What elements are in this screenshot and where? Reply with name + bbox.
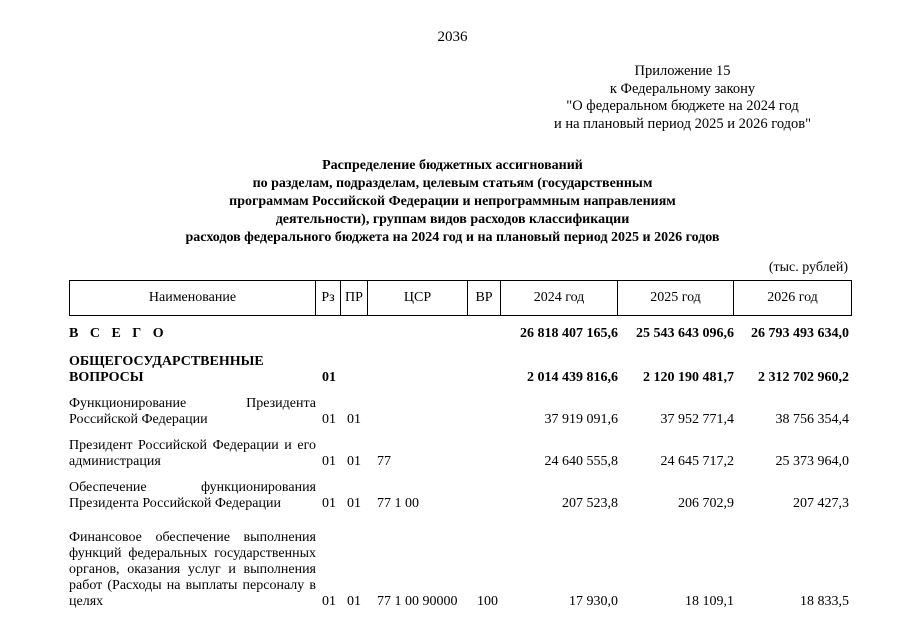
appendix-line: "О федеральном бюджете на 2024 год [566,98,799,114]
row-csr: 77 1 00 90000 [377,594,458,609]
row-2024: 17 930,0 [569,594,618,609]
column-header-csr: ЦСР [368,281,468,316]
row-2024: 207 523,8 [562,496,618,511]
table-row [69,386,851,428]
appendix-line: Приложение 15 [634,63,731,79]
row-2026: 26 793 493 634,0 [751,326,849,341]
row-pr: 01 [347,496,361,511]
row-2024: 26 818 407 165,6 [520,326,618,341]
row-2024: 37 919 091,6 [544,412,618,427]
row-name: Финансовое обеспечение выполнения функций федеральных государственных органов, оказания услуг и выполнения работ (Расходы на выплаты персоналу в целях [69,530,316,609]
row-vr: 100 [477,594,498,609]
row-pr [345,322,375,342]
row-2024: 2 014 439 816,6 [527,370,618,385]
column-header-rz: Рз [316,281,341,316]
row-rz: 01 [322,496,336,511]
title-line: деятельности), группам видов расходов классификации [275,212,630,227]
row-pr: 01 [347,594,361,609]
table-row [69,428,851,470]
title-line: Распределение бюджетных ассигнований [322,158,583,173]
row-2025: 24 645 717,2 [660,454,734,469]
row-2025: 2 120 190 481,7 [643,370,734,385]
row-2026: 38 756 354,4 [775,412,849,427]
row-2026: 18 833,5 [800,594,849,609]
row-csr: 77 1 00 [377,496,419,511]
title-line: программам Российской Федерации и непрограммным направлениям [229,194,676,209]
row-vr [475,342,503,386]
row-name: Обеспечение функционирования Президента Российской Федерации [69,480,316,511]
page-number: 2036 [437,29,468,45]
row-name: ОБЩЕГОСУДАРСТВЕННЫЕ ВОПРОСЫ [69,354,264,385]
row-rz: 01 [322,412,336,427]
column-header-name: Наименование [70,281,316,316]
row-2026: 2 312 702 960,2 [758,370,849,385]
appendix-note [540,63,825,133]
row-vr [475,386,503,428]
row-pr [345,342,375,386]
row-vr [475,428,503,470]
column-header-2025: 2025 год [618,281,734,316]
table-row [69,470,851,512]
column-header-2024: 2024 год [501,281,618,316]
row-rz: 01 [322,454,336,469]
row-name: В С Е Г О [69,326,168,341]
table-row-total [69,322,851,342]
row-2025: 206 702,9 [678,496,734,511]
row-name: Президент Российской Федерации и его администрация [69,438,316,469]
table-row [69,512,851,610]
column-header-pr: ПР [341,281,368,316]
column-header-2026: 2026 год [734,281,852,316]
row-pr: 01 [347,412,361,427]
row-rz [320,322,345,342]
row-2026: 25 373 964,0 [775,454,849,469]
column-header-vr: ВР [468,281,501,316]
appendix-line: к Федеральному закону [609,80,756,97]
budget-table [69,322,851,610]
row-pr: 01 [347,454,361,469]
table-header [69,280,852,316]
row-2025: 25 543 643 096,6 [636,326,734,341]
row-rz: 01 [322,594,336,609]
row-2026: 207 427,3 [793,496,849,511]
title-line: по разделам, подразделам, целевым статьям (государственным [252,176,653,191]
units-label: (тыс. рублей) [768,260,848,275]
row-rz: 01 [322,370,336,385]
row-csr: 77 [377,454,391,469]
row-name: Функционирование Президента Российской Федерации [69,396,316,427]
row-vr [475,470,503,512]
row-csr [375,322,475,342]
row-csr [375,342,475,386]
row-2025: 18 109,1 [685,594,734,609]
document-title [120,157,785,247]
row-2025: 37 952 771,4 [660,412,734,427]
appendix-line: и на плановый период 2025 и 2026 годов" [553,115,812,132]
row-2024: 24 640 555,8 [544,454,618,469]
title-line: расходов федерального бюджета на 2024 год и на плановый период 2025 и 2026 годов [185,230,720,245]
row-vr [475,322,503,342]
table-row [69,342,851,386]
row-csr [375,386,475,428]
